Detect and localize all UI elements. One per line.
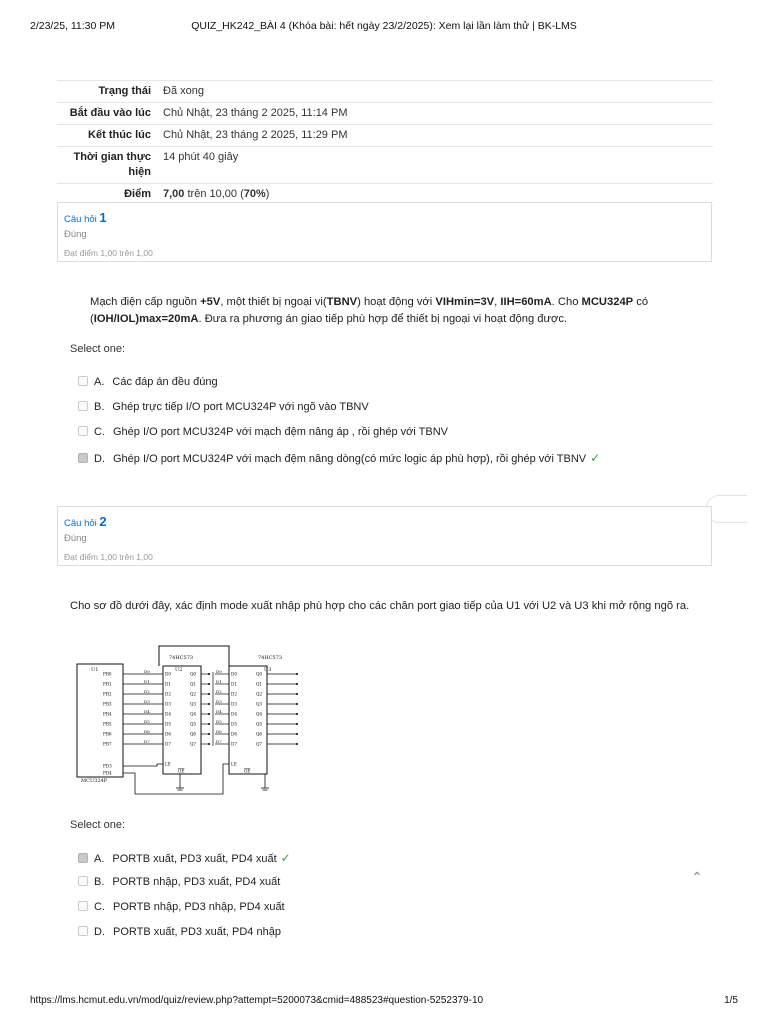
u3-pin-d3: D3 xyxy=(231,701,238,707)
u2-pin-d3: D3 xyxy=(165,701,172,707)
u3-out-arrow-4 xyxy=(296,713,298,715)
u2-pin-q5: Q5 xyxy=(190,721,197,727)
u2-pin-d1: D1 xyxy=(165,681,172,687)
u3-out-arrow-2 xyxy=(296,693,298,695)
u2-pin-q2: Q2 xyxy=(190,691,197,697)
u3-pin-d6: D6 xyxy=(231,731,238,737)
u3-pin-q3: Q3 xyxy=(256,701,263,707)
radio-box[interactable] xyxy=(78,376,88,386)
u3-bus-label-d6: D6 xyxy=(216,729,222,734)
u2-out-arrow-6 xyxy=(208,733,210,735)
select-one-label: Select one: xyxy=(70,343,126,355)
data-bus xyxy=(123,669,298,746)
q2-option-a[interactable]: A. PORTB xuất, PD3 xuất, PD4 xuất ✓ xyxy=(78,851,291,867)
u2-pin-d5: D5 xyxy=(165,721,172,727)
u3-bus-label-d3: D3 xyxy=(216,699,222,704)
u3-pin-q5: Q5 xyxy=(256,721,263,727)
question-grade: Đạt điểm 1,00 trên 1,00 xyxy=(64,552,153,562)
summary-value: Chủ Nhật, 23 tháng 2 2025, 11:29 PM xyxy=(157,125,713,147)
u1-pin-pb3: PB3 xyxy=(103,701,112,707)
u3-bus-label-d4: D4 xyxy=(216,709,222,714)
question-label: Câu hỏi xyxy=(64,518,97,529)
summary-row-duration xyxy=(57,147,713,184)
u3-pin-d7: D7 xyxy=(231,741,238,747)
u3-pin-q1: Q1 xyxy=(256,681,263,687)
bus-label-d6: D6 xyxy=(144,729,150,734)
u3-out-arrow-0 xyxy=(296,673,298,675)
u3-out-arrow-6 xyxy=(296,733,298,735)
u2-out-arrow-4 xyxy=(208,713,210,715)
ground-symbols xyxy=(176,774,269,790)
score-value: 7,00 xyxy=(163,188,185,200)
correct-check-icon: ✓ xyxy=(280,851,291,865)
u3-bus-label-d5: D5 xyxy=(216,719,222,724)
latch-pins xyxy=(165,672,262,774)
summary-label: Trạng thái xyxy=(57,81,157,103)
u1-pin-pb4: PB4 xyxy=(103,711,112,717)
q1-option-c[interactable]: C. Ghép I/O port MCU324P với mạch đệm nâng áp , rồi ghép với TBNV xyxy=(78,426,448,442)
q1-option-b[interactable]: B. Ghép trực tiếp I/O port MCU324P với ngõ vào TBNV xyxy=(78,401,369,417)
u1-pin-pd4: PD4 xyxy=(103,770,112,776)
score-percent: 70% xyxy=(243,188,266,200)
question-state: Đúng xyxy=(64,533,87,544)
question-1-text: Mạch điện cấp nguồn +5V, một thiết bị ngoại vi(TBNV) hoạt động với VIHmin=3V, IIH=60mA. Cho MCU324P có (IOH/IOL)max=20mA. Đưa ra phương án giao tiếp phù hợp để thiết bị ngoại vi hoạt động được. xyxy=(90,296,649,325)
question-state: Đúng xyxy=(64,229,87,240)
print-page-number: 1/5 xyxy=(724,995,738,1006)
question-grade: Đạt điểm 1,00 trên 1,00 xyxy=(64,248,153,258)
bus-label-d7: D7 xyxy=(144,739,150,744)
q2-option-c[interactable]: C. PORTB nhập, PD3 nhập, PD4 xuất xyxy=(78,901,285,917)
u2-out-arrow-7 xyxy=(208,743,210,745)
u3-out-arrow-1 xyxy=(296,683,298,685)
u1-pin-pb5: PB5 xyxy=(103,721,112,727)
u3-part: 74HC573 xyxy=(258,655,283,661)
u1-pin-pd3: PD3 xyxy=(103,763,112,769)
print-url: https://lms.hcmut.edu.vn/mod/quiz/review.php?attempt=5200073&cmid=488523#question-5252379-10 xyxy=(30,995,484,1006)
u2-pin-q7: Q7 xyxy=(190,741,197,747)
bus-label-d1: D1 xyxy=(144,679,150,684)
u1-block xyxy=(77,664,123,777)
u1-pin-pb1: PB1 xyxy=(103,681,112,687)
u2-out-arrow-0 xyxy=(208,673,210,675)
q2-option-d[interactable]: D. PORTB xuất, PD3 xuất, PD4 nhập xyxy=(78,926,281,942)
u2-pin-q6: Q6 xyxy=(190,731,197,737)
score-end: ) xyxy=(265,188,270,200)
bus-label-d2: D2 xyxy=(144,689,150,694)
radio-box[interactable] xyxy=(78,426,88,436)
u2-pin-q0: Q0 xyxy=(190,671,197,677)
wire-pd3-le xyxy=(123,764,163,766)
print-footer xyxy=(30,995,738,1009)
summary-value: Đã xong xyxy=(157,81,713,103)
question-2-info xyxy=(57,506,712,566)
u2-pin-le: LE xyxy=(165,761,171,767)
u1-label: U1 xyxy=(91,667,99,673)
u3-pin-d2: D2 xyxy=(231,691,238,697)
radio-box[interactable] xyxy=(78,901,88,911)
question-1-info xyxy=(57,202,712,262)
u2-pin-d0: D0 xyxy=(165,671,172,677)
radio-box[interactable] xyxy=(78,876,88,886)
question-number xyxy=(64,210,107,225)
u2-pin-oe: OE xyxy=(178,768,185,774)
u2-part: 74HC573 xyxy=(169,655,194,661)
q1-option-a[interactable]: A. Các đáp án đều đúng xyxy=(78,376,218,392)
u3-pin-d5: D5 xyxy=(231,721,238,727)
question-2-text: Cho sơ đồ dưới đây, xác định mode xuất nhập phù hợp cho các chân port giao tiếp của U1 với U2 và U3 khi mở rộng ngõ ra. xyxy=(70,600,690,612)
side-drawer-toggle[interactable] xyxy=(706,495,747,523)
bus-label-d0: D0 xyxy=(144,669,150,674)
print-title: QUIZ_HK242_BÀI 4 (Khóa bài: hết ngày 23/2/2025): Xem lại lần làm thử | BK-LMS xyxy=(191,20,577,32)
summary-row-started xyxy=(57,103,713,125)
u2-pin-q4: Q4 xyxy=(190,711,197,717)
correct-check-icon: ✓ xyxy=(590,451,601,465)
summary-row-status xyxy=(57,81,713,103)
summary-value: 14 phút 40 giây xyxy=(157,147,713,184)
u2-pin-d2: D2 xyxy=(165,691,172,697)
u3-out-arrow-7 xyxy=(296,743,298,745)
u2-pin-q1: Q1 xyxy=(190,681,197,687)
q2-option-b[interactable]: B. PORTB nhập, PD3 xuất, PD4 xuất xyxy=(78,876,280,892)
circuit-diagram xyxy=(73,642,308,800)
u3-bus-label-d7: D7 xyxy=(216,739,222,744)
u2-out-arrow-5 xyxy=(208,723,210,725)
question-number-value: 1 xyxy=(99,210,107,225)
u3-label: U3 xyxy=(264,667,272,673)
print-header xyxy=(30,20,738,34)
u1-pin-pb7: PB7 xyxy=(103,741,112,747)
question-label: Câu hỏi xyxy=(64,214,97,225)
u2-out-arrow-1 xyxy=(208,683,210,685)
radio-box-selected[interactable] xyxy=(78,853,88,863)
u3-pin-le: LE xyxy=(231,761,237,767)
u3-bus-label-d1: D1 xyxy=(216,679,222,684)
chevron-up-icon[interactable]: ⌃ xyxy=(691,869,703,885)
summary-label: Điểm xyxy=(57,184,157,206)
wire-pd4-le xyxy=(123,761,229,794)
u1-pin-labels xyxy=(103,672,112,776)
u3-pin-oe: OE xyxy=(244,768,251,774)
summary-row-finished xyxy=(57,125,713,147)
radio-box[interactable] xyxy=(78,926,88,936)
u2-pin-d6: D6 xyxy=(165,731,172,737)
u3-pin-d1: D1 xyxy=(231,681,238,687)
select-one-label: Select one: xyxy=(70,819,126,831)
score-mid: trên 10,00 ( xyxy=(184,188,244,200)
u3-pin-q7: Q7 xyxy=(256,741,263,747)
u2-pin-q3: Q3 xyxy=(190,701,197,707)
u3-out-arrow-5 xyxy=(296,723,298,725)
u3-pin-q2: Q2 xyxy=(256,691,263,697)
u3-out-arrow-3 xyxy=(296,703,298,705)
bus-label-d4: D4 xyxy=(144,709,150,714)
u2-out-arrow-2 xyxy=(208,693,210,695)
summary-label: Thời gian thực hiện xyxy=(57,147,157,184)
summary-value: Chủ Nhật, 23 tháng 2 2025, 11:14 PM xyxy=(157,103,713,125)
q1-option-d[interactable]: D. Ghép I/O port MCU324P với mạch đệm nâng dòng(có mức logic áp phù hợp), rồi ghép với TBNV ✓ xyxy=(78,451,600,467)
u3-pin-d0: D0 xyxy=(231,671,238,677)
radio-box[interactable] xyxy=(78,401,88,411)
summary-label: Bắt đầu vào lúc xyxy=(57,103,157,125)
u3-bus-label-d2: D2 xyxy=(216,689,222,694)
attempt-summary-table xyxy=(57,80,713,206)
summary-label: Kết thúc lúc xyxy=(57,125,157,147)
u1-pin-pb2: PB2 xyxy=(103,691,112,697)
u1-name: MCU324P xyxy=(81,778,108,784)
bus-label-d3: D3 xyxy=(144,699,150,704)
u1-pin-pb0: PB0 xyxy=(103,671,112,677)
question-number xyxy=(64,514,107,529)
u2-pin-d4: D4 xyxy=(165,711,172,717)
radio-box-selected[interactable] xyxy=(78,453,88,463)
u3-bus-label-d0: D0 xyxy=(216,669,222,674)
u3-pin-q4: Q4 xyxy=(256,711,263,717)
u2-out-arrow-3 xyxy=(208,703,210,705)
print-datetime: 2/23/25, 11:30 PM xyxy=(30,20,116,32)
u1-pin-pb6: PB6 xyxy=(103,731,112,737)
u3-pin-d4: D4 xyxy=(231,711,238,717)
u3-pin-q6: Q6 xyxy=(256,731,263,737)
u3-pin-q0: Q0 xyxy=(256,671,263,677)
question-number-value: 2 xyxy=(99,514,107,529)
u2-pin-d7: D7 xyxy=(165,741,172,747)
bus-label-d5: D5 xyxy=(144,719,150,724)
u2-label: U2 xyxy=(175,667,183,673)
